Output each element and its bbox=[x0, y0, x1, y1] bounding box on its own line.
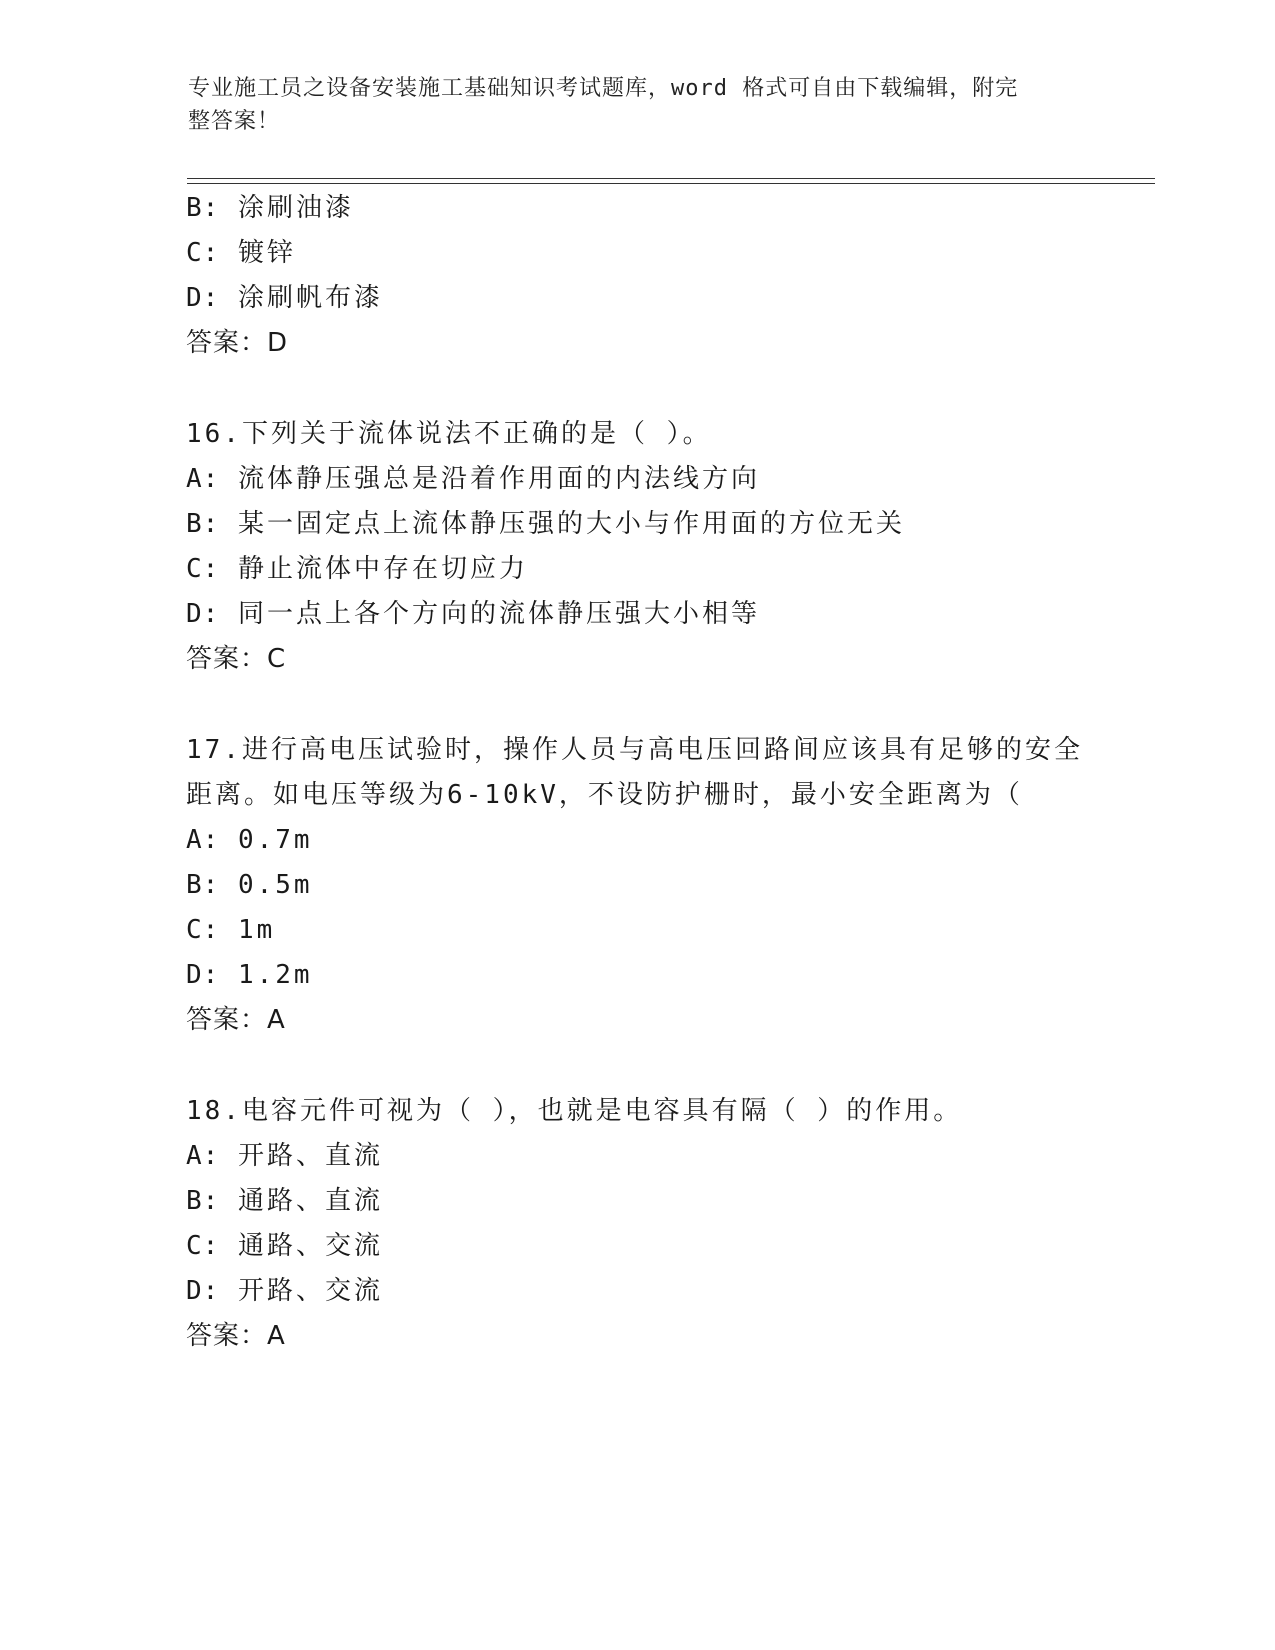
option-key: D: bbox=[186, 599, 220, 629]
header-line-2: 整答案！ bbox=[188, 109, 281, 134]
q15-option-d bbox=[186, 281, 383, 315]
header-divider-bottom bbox=[187, 183, 1155, 184]
option-key: A: bbox=[186, 825, 220, 855]
header-divider-top bbox=[187, 178, 1155, 179]
q18-option-d bbox=[186, 1274, 383, 1308]
option-key: A: bbox=[186, 1141, 220, 1171]
option-key: B: bbox=[186, 193, 220, 223]
option-text: 涂刷油漆 bbox=[237, 193, 354, 223]
option-key: B: bbox=[186, 870, 220, 900]
q18-option-c bbox=[186, 1229, 383, 1263]
q16-option-b bbox=[186, 507, 905, 541]
q16-stem: 16.下列关于流体说法不正确的是（ ）。 bbox=[186, 419, 712, 449]
option-text: 静止流体中存在切应力 bbox=[237, 554, 528, 584]
q17-option-a bbox=[186, 823, 313, 857]
option-key: C: bbox=[186, 238, 220, 268]
q15-option-c bbox=[186, 236, 296, 270]
header-line-1: 专业施工员之设备安装施工基础知识考试题库，word 格式可自由下载编辑，附完 bbox=[188, 76, 1019, 101]
q16-answer: 答案：C bbox=[186, 644, 287, 674]
option-key: D: bbox=[186, 1276, 220, 1306]
option-text: 1m bbox=[237, 915, 276, 945]
option-key: C: bbox=[186, 1231, 220, 1261]
option-key: C: bbox=[186, 554, 220, 584]
option-key: B: bbox=[186, 1186, 220, 1216]
option-text: 0.7m bbox=[237, 825, 313, 855]
option-text: 流体静压强总是沿着作用面的内法线方向 bbox=[237, 464, 760, 494]
option-key: D: bbox=[186, 960, 220, 990]
option-text: 涂刷帆布漆 bbox=[237, 283, 383, 313]
option-text: 1.2m bbox=[237, 960, 313, 990]
q15-answer: 答案：D bbox=[186, 328, 289, 358]
q17-stem-line-1: 17.进行高电压试验时，操作人员与高电压回路间应该具有足够的安全 bbox=[186, 735, 1083, 765]
q17-option-b bbox=[186, 868, 313, 902]
option-key: D: bbox=[186, 283, 220, 313]
option-text: 通路、直流 bbox=[237, 1186, 383, 1216]
q18-stem: 18.电容元件可视为（ ），也就是电容具有隔（ ）的作用。 bbox=[186, 1096, 963, 1126]
option-text: 镀锌 bbox=[237, 238, 296, 268]
q17-option-c bbox=[186, 913, 275, 947]
option-text: 同一点上各个方向的流体静压强大小相等 bbox=[237, 599, 760, 629]
q18-answer: 答案：A bbox=[186, 1321, 286, 1351]
option-text: 通路、交流 bbox=[237, 1231, 383, 1261]
option-key: A: bbox=[186, 464, 220, 494]
option-key: C: bbox=[186, 915, 220, 945]
option-text: 某一固定点上流体静压强的大小与作用面的方位无关 bbox=[237, 509, 905, 539]
document-header bbox=[188, 72, 1068, 138]
q17-stem-line-2: 距离。如电压等级为6-10kV，不设防护栅时，最小安全距离为（ bbox=[186, 780, 1023, 810]
q17-answer: 答案：A bbox=[186, 1005, 286, 1035]
option-text: 开路、交流 bbox=[237, 1276, 383, 1306]
q17-option-d bbox=[186, 958, 313, 992]
q18-option-b bbox=[186, 1184, 383, 1218]
q16-option-c bbox=[186, 552, 528, 586]
q18-option-a bbox=[186, 1139, 383, 1173]
option-text: 0.5m bbox=[237, 870, 313, 900]
option-text: 开路、直流 bbox=[237, 1141, 383, 1171]
q15-option-b bbox=[186, 191, 354, 225]
option-key: B: bbox=[186, 509, 220, 539]
q16-option-d bbox=[186, 597, 760, 631]
q16-option-a bbox=[186, 462, 760, 496]
